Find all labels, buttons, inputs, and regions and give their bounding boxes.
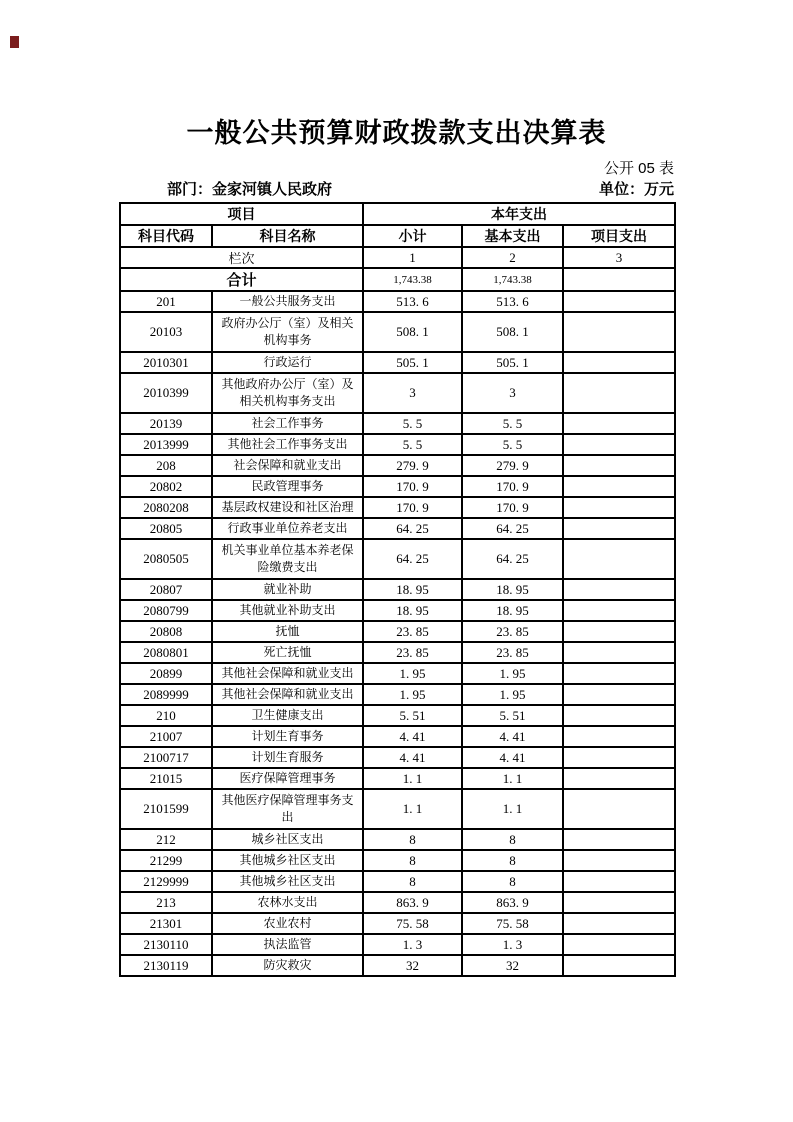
code-cell: 210	[120, 705, 212, 726]
total-project	[563, 268, 675, 291]
subtotal-cell: 863. 9	[363, 892, 462, 913]
total-basic: 1,743.38	[462, 268, 563, 291]
project-cell	[563, 621, 675, 642]
code-cell: 2010399	[120, 373, 212, 413]
basic-cell: 8	[462, 829, 563, 850]
table-row	[120, 455, 675, 476]
subtotal-cell: 18. 95	[363, 600, 462, 621]
total-label: 合计	[120, 268, 363, 291]
name-cell: 社会保障和就业支出	[212, 455, 363, 476]
basic-cell: 5. 5	[462, 413, 563, 434]
budget-table	[119, 202, 676, 977]
name-cell: 执法监管	[212, 934, 363, 955]
total-row	[120, 268, 675, 291]
subtotal-cell: 23. 85	[363, 642, 462, 663]
rank-row	[120, 247, 675, 268]
subtotal-cell: 170. 9	[363, 497, 462, 518]
table-row	[120, 434, 675, 455]
header-col-subtotal: 小计	[363, 225, 462, 247]
project-cell	[563, 684, 675, 705]
name-cell: 防灾救灾	[212, 955, 363, 976]
code-cell: 21007	[120, 726, 212, 747]
total-subtotal: 1,743.38	[363, 268, 462, 291]
basic-cell: 1. 95	[462, 684, 563, 705]
project-cell	[563, 768, 675, 789]
rank-label: 栏次	[120, 247, 363, 268]
basic-cell: 5. 5	[462, 434, 563, 455]
header-group-project: 项目	[120, 203, 363, 225]
table-row	[120, 352, 675, 373]
code-cell: 2080505	[120, 539, 212, 579]
name-cell: 其他城乡社区支出	[212, 850, 363, 871]
code-cell: 208	[120, 455, 212, 476]
table-row	[120, 579, 675, 600]
project-cell	[563, 705, 675, 726]
table-row	[120, 539, 675, 579]
header-col-basic: 基本支出	[462, 225, 563, 247]
project-cell	[563, 726, 675, 747]
code-cell: 21299	[120, 850, 212, 871]
basic-cell: 508. 1	[462, 312, 563, 352]
table-row	[120, 413, 675, 434]
code-cell: 2080799	[120, 600, 212, 621]
unit-label: 单位：万元	[598, 181, 674, 198]
subtotal-cell: 279. 9	[363, 455, 462, 476]
table-row	[120, 892, 675, 913]
project-cell	[563, 352, 675, 373]
subtotal-cell: 32	[363, 955, 462, 976]
header-col-code: 科目代码	[120, 225, 212, 247]
project-cell	[563, 829, 675, 850]
table-row	[120, 621, 675, 642]
basic-cell: 18. 95	[462, 579, 563, 600]
rank-col-3: 3	[563, 247, 675, 268]
subtotal-cell: 5. 5	[363, 434, 462, 455]
basic-cell: 505. 1	[462, 352, 563, 373]
subtotal-cell: 75. 58	[363, 913, 462, 934]
code-cell: 2101599	[120, 789, 212, 829]
basic-cell: 23. 85	[462, 621, 563, 642]
table-row	[120, 726, 675, 747]
table-row	[120, 789, 675, 829]
name-cell: 行政事业单位养老支出	[212, 518, 363, 539]
subtotal-cell: 1. 95	[363, 663, 462, 684]
name-cell: 卫生健康支出	[212, 705, 363, 726]
project-cell	[563, 871, 675, 892]
table-row	[120, 518, 675, 539]
table-row	[120, 663, 675, 684]
table-row	[120, 642, 675, 663]
table-body	[120, 291, 675, 976]
table-meta	[119, 158, 674, 201]
name-cell: 其他社会工作事务支出	[212, 434, 363, 455]
code-cell: 20103	[120, 312, 212, 352]
subtotal-cell: 5. 51	[363, 705, 462, 726]
project-cell	[563, 789, 675, 829]
basic-cell: 1. 1	[462, 768, 563, 789]
basic-cell: 64. 25	[462, 518, 563, 539]
table-row	[120, 291, 675, 312]
table-row	[120, 955, 675, 976]
subtotal-cell: 64. 25	[363, 539, 462, 579]
code-cell: 2089999	[120, 684, 212, 705]
subtotal-cell: 8	[363, 850, 462, 871]
table-row	[120, 684, 675, 705]
project-cell	[563, 747, 675, 768]
name-cell: 其他政府办公厅（室）及相关机构事务支出	[212, 373, 363, 413]
header-col-name: 科目名称	[212, 225, 363, 247]
basic-cell: 513. 6	[462, 291, 563, 312]
project-cell	[563, 850, 675, 871]
basic-cell: 18. 95	[462, 600, 563, 621]
table-row	[120, 913, 675, 934]
name-cell: 其他社会保障和就业支出	[212, 684, 363, 705]
table-head-rows	[120, 203, 675, 291]
table-row	[120, 871, 675, 892]
name-cell: 机关事业单位基本养老保险缴费支出	[212, 539, 363, 579]
table-row	[120, 705, 675, 726]
project-cell	[563, 579, 675, 600]
code-cell: 21015	[120, 768, 212, 789]
project-cell	[563, 600, 675, 621]
subtotal-cell: 1. 95	[363, 684, 462, 705]
name-cell: 社会工作事务	[212, 413, 363, 434]
basic-cell: 75. 58	[462, 913, 563, 934]
name-cell: 其他城乡社区支出	[212, 871, 363, 892]
project-cell	[563, 434, 675, 455]
code-cell: 20805	[120, 518, 212, 539]
name-cell: 民政管理事务	[212, 476, 363, 497]
project-cell	[563, 934, 675, 955]
code-cell: 2080208	[120, 497, 212, 518]
subtotal-cell: 4. 41	[363, 747, 462, 768]
header-columns-row	[120, 225, 675, 247]
header-group-current-year: 本年支出	[363, 203, 675, 225]
subtotal-cell: 505. 1	[363, 352, 462, 373]
dept-unit-line	[119, 179, 674, 201]
code-cell: 2013999	[120, 434, 212, 455]
basic-cell: 32	[462, 955, 563, 976]
name-cell: 一般公共服务支出	[212, 291, 363, 312]
subtotal-cell: 4. 41	[363, 726, 462, 747]
table-code-label: 公开 05 表	[603, 160, 674, 177]
subtotal-cell: 513. 6	[363, 291, 462, 312]
code-cell: 20899	[120, 663, 212, 684]
basic-cell: 5. 51	[462, 705, 563, 726]
basic-cell: 4. 41	[462, 726, 563, 747]
project-cell	[563, 955, 675, 976]
name-cell: 城乡社区支出	[212, 829, 363, 850]
code-cell: 20139	[120, 413, 212, 434]
basic-cell: 170. 9	[462, 497, 563, 518]
code-cell: 201	[120, 291, 212, 312]
code-cell: 20808	[120, 621, 212, 642]
header-col-project: 项目支出	[563, 225, 675, 247]
project-cell	[563, 913, 675, 934]
basic-cell: 8	[462, 871, 563, 892]
table-row	[120, 829, 675, 850]
subtotal-cell: 1. 1	[363, 789, 462, 829]
subtotal-cell: 64. 25	[363, 518, 462, 539]
page-corner-mark	[10, 36, 19, 48]
subtotal-cell: 8	[363, 829, 462, 850]
name-cell: 其他医疗保障管理事务支出	[212, 789, 363, 829]
table-row	[120, 497, 675, 518]
name-cell: 其他社会保障和就业支出	[212, 663, 363, 684]
basic-cell: 3	[462, 373, 563, 413]
code-cell: 20802	[120, 476, 212, 497]
name-cell: 其他就业补助支出	[212, 600, 363, 621]
name-cell: 政府办公厅（室）及相关机构事务	[212, 312, 363, 352]
name-cell: 基层政权建设和社区治理	[212, 497, 363, 518]
subtotal-cell: 1. 3	[363, 934, 462, 955]
table-row	[120, 600, 675, 621]
code-cell: 2010301	[120, 352, 212, 373]
table-row	[120, 312, 675, 352]
project-cell	[563, 539, 675, 579]
subtotal-cell: 23. 85	[363, 621, 462, 642]
basic-cell: 170. 9	[462, 476, 563, 497]
code-cell: 20807	[120, 579, 212, 600]
basic-cell: 8	[462, 850, 563, 871]
table-row	[120, 850, 675, 871]
name-cell: 抚恤	[212, 621, 363, 642]
basic-cell: 23. 85	[462, 642, 563, 663]
code-cell: 2130110	[120, 934, 212, 955]
basic-cell: 1. 3	[462, 934, 563, 955]
name-cell: 死亡抚恤	[212, 642, 363, 663]
subtotal-cell: 5. 5	[363, 413, 462, 434]
project-cell	[563, 373, 675, 413]
name-cell: 计划生育服务	[212, 747, 363, 768]
code-cell: 213	[120, 892, 212, 913]
code-cell: 2100717	[120, 747, 212, 768]
subtotal-cell: 508. 1	[363, 312, 462, 352]
name-cell: 农林水支出	[212, 892, 363, 913]
basic-cell: 64. 25	[462, 539, 563, 579]
name-cell: 就业补助	[212, 579, 363, 600]
project-cell	[563, 518, 675, 539]
basic-cell: 1. 95	[462, 663, 563, 684]
table-row	[120, 476, 675, 497]
rank-col-2: 2	[462, 247, 563, 268]
project-cell	[563, 642, 675, 663]
code-cell: 2080801	[120, 642, 212, 663]
subtotal-cell: 3	[363, 373, 462, 413]
table-row	[120, 934, 675, 955]
basic-cell: 863. 9	[462, 892, 563, 913]
subtotal-cell: 1. 1	[363, 768, 462, 789]
project-cell	[563, 413, 675, 434]
name-cell: 医疗保障管理事务	[212, 768, 363, 789]
project-cell	[563, 312, 675, 352]
header-group-row	[120, 203, 675, 225]
table-row	[120, 768, 675, 789]
project-cell	[563, 455, 675, 476]
code-cell: 2130119	[120, 955, 212, 976]
project-cell	[563, 476, 675, 497]
name-cell: 农业农村	[212, 913, 363, 934]
project-cell	[563, 291, 675, 312]
subtotal-cell: 170. 9	[363, 476, 462, 497]
subtotal-cell: 18. 95	[363, 579, 462, 600]
basic-cell: 1. 1	[462, 789, 563, 829]
code-cell: 2129999	[120, 871, 212, 892]
project-cell	[563, 663, 675, 684]
subtotal-cell: 8	[363, 871, 462, 892]
name-cell: 行政运行	[212, 352, 363, 373]
basic-cell: 279. 9	[462, 455, 563, 476]
basic-cell: 4. 41	[462, 747, 563, 768]
project-cell	[563, 497, 675, 518]
department-label: 部门：金家河镇人民政府	[167, 181, 333, 198]
project-cell	[563, 892, 675, 913]
rank-col-1: 1	[363, 247, 462, 268]
code-cell: 212	[120, 829, 212, 850]
table-row	[120, 747, 675, 768]
code-cell: 21301	[120, 913, 212, 934]
page-title: 一般公共预算财政拨款支出决算表	[186, 118, 607, 148]
table-row	[120, 373, 675, 413]
name-cell: 计划生育事务	[212, 726, 363, 747]
